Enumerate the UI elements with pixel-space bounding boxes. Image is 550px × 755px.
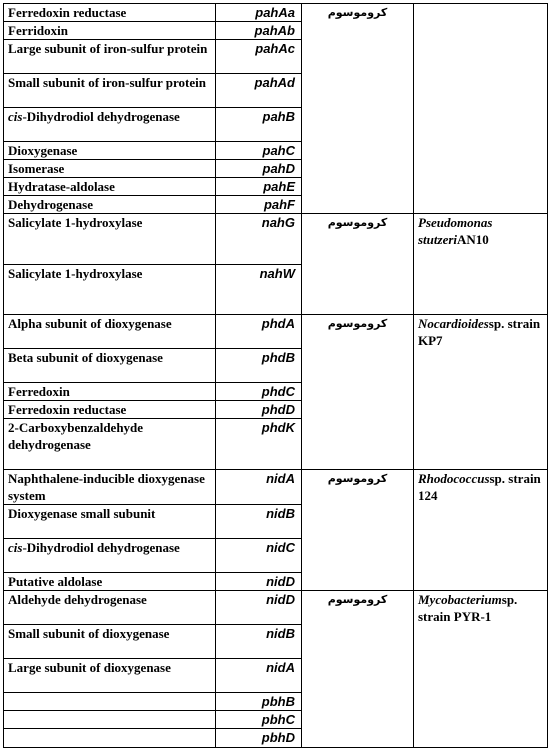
organism-genus: Pseudomonas stutzeri <box>418 215 493 247</box>
enzyme-cell <box>4 160 216 178</box>
enzyme-name: Large subunit of dioxygenase <box>8 660 171 675</box>
location-cell: کروموسوم <box>302 315 414 470</box>
gene-cell: pahAc <box>216 40 302 74</box>
gene-cell: phdK <box>216 419 302 470</box>
gene-cell: nidA <box>216 470 302 505</box>
enzyme-cell <box>4 591 216 625</box>
enzyme-name: 2-Carboxybenzaldehyde dehydrogenase <box>8 420 144 452</box>
gene-cell: nahG <box>216 214 302 265</box>
table-row <box>4 315 548 349</box>
location-cell: کروموسوم <box>302 214 414 315</box>
enzyme-cell <box>4 539 216 573</box>
enzyme-cell <box>4 505 216 539</box>
gene-cell: pahE <box>216 178 302 196</box>
enzyme-cell <box>4 419 216 470</box>
gene-table <box>3 3 548 748</box>
enzyme-name: Putative aldolase <box>8 574 103 589</box>
gene-cell: nidB <box>216 505 302 539</box>
enzyme-cell <box>4 196 216 214</box>
enzyme-cell <box>4 659 216 693</box>
enzyme-prefix: cis <box>8 109 23 124</box>
enzyme-cell <box>4 383 216 401</box>
gene-cell: nidD <box>216 573 302 591</box>
gene-cell: pbhC <box>216 711 302 729</box>
enzyme-prefix: cis <box>8 540 23 555</box>
gene-cell: phdA <box>216 315 302 349</box>
gene-cell: pbhB <box>216 693 302 711</box>
gene-cell: nidB <box>216 625 302 659</box>
enzyme-name: -Dihydrodiol dehydrogenase <box>22 540 180 555</box>
gene-cell: phdD <box>216 401 302 419</box>
table-row <box>4 470 548 505</box>
enzyme-cell <box>4 349 216 383</box>
enzyme-name: Ferredoxin reductase <box>8 5 127 20</box>
organism-strain: AN10 <box>457 232 489 247</box>
organism-strain: sp. strain KP7 <box>418 316 541 348</box>
organism-genus: Mycobacterium <box>418 592 502 607</box>
enzyme-name: Aldehyde dehydrogenase <box>8 592 147 607</box>
gene-cell: pahC <box>216 142 302 160</box>
organism-cell <box>414 591 548 748</box>
gene-cell: pahB <box>216 108 302 142</box>
enzyme-cell <box>4 693 216 711</box>
enzyme-name: -Dihydrodiol dehydrogenase <box>22 109 180 124</box>
enzyme-name: Small subunit of iron-sulfur protein <box>8 75 206 90</box>
location-cell: کروموسوم <box>302 4 414 214</box>
enzyme-cell <box>4 22 216 40</box>
enzyme-name: Ferredoxin <box>8 384 70 399</box>
gene-cell: phdC <box>216 383 302 401</box>
table-row <box>4 4 548 22</box>
organism-cell <box>414 214 548 315</box>
enzyme-name: Beta subunit of dioxygenase <box>8 350 163 365</box>
enzyme-name: Hydratase-aldolase <box>8 179 115 194</box>
gene-cell: pahD <box>216 160 302 178</box>
enzyme-cell <box>4 4 216 22</box>
enzyme-cell <box>4 40 216 74</box>
enzyme-cell <box>4 729 216 748</box>
enzyme-cell <box>4 74 216 108</box>
gene-cell: phdB <box>216 349 302 383</box>
organism-strain: sp. strain 124 <box>418 471 541 503</box>
gene-cell: nidD <box>216 591 302 625</box>
enzyme-name: Naphthalene-inducible dioxygenase system <box>8 471 205 503</box>
enzyme-cell <box>4 108 216 142</box>
enzyme-name: Dehydrogenase <box>8 197 93 212</box>
enzyme-cell <box>4 142 216 160</box>
organism-genus: Nocardioides <box>418 316 489 331</box>
enzyme-name: Large subunit of iron-sulfur protein <box>8 41 208 56</box>
organism-cell <box>414 4 548 214</box>
organism-cell <box>414 470 548 591</box>
gene-cell: pahF <box>216 196 302 214</box>
organism-genus: Rhodococcus <box>418 471 490 486</box>
gene-cell: nidC <box>216 539 302 573</box>
table-body <box>4 4 548 748</box>
organism-cell <box>414 315 548 470</box>
gene-cell: pahAb <box>216 22 302 40</box>
location-cell: کروموسوم <box>302 591 414 748</box>
enzyme-cell <box>4 470 216 505</box>
enzyme-name: Ferridoxin <box>8 23 68 38</box>
enzyme-cell <box>4 214 216 265</box>
enzyme-cell <box>4 315 216 349</box>
enzyme-cell <box>4 265 216 315</box>
gene-cell: nidA <box>216 659 302 693</box>
gene-cell: pahAa <box>216 4 302 22</box>
enzyme-name: Ferredoxin reductase <box>8 402 127 417</box>
gene-cell: pbhD <box>216 729 302 748</box>
organism-strain: sp. strain PYR-1 <box>418 592 518 624</box>
enzyme-name: Salicylate 1-hydroxylase <box>8 215 143 230</box>
gene-cell: nahW <box>216 265 302 315</box>
gene-cell: pahAd <box>216 74 302 108</box>
enzyme-name: Dioxygenase small subunit <box>8 506 156 521</box>
enzyme-cell <box>4 178 216 196</box>
enzyme-name: Dioxygenase <box>8 143 78 158</box>
enzyme-name: Small subunit of dioxygenase <box>8 626 170 641</box>
enzyme-name: Alpha subunit of dioxygenase <box>8 316 172 331</box>
enzyme-cell <box>4 711 216 729</box>
enzyme-name: Salicylate 1-hydroxylase <box>8 266 143 281</box>
table-row <box>4 591 548 625</box>
enzyme-cell <box>4 625 216 659</box>
enzyme-cell <box>4 573 216 591</box>
enzyme-name: Isomerase <box>8 161 65 176</box>
location-cell: کروموسوم <box>302 470 414 591</box>
table-row <box>4 214 548 265</box>
enzyme-cell <box>4 401 216 419</box>
